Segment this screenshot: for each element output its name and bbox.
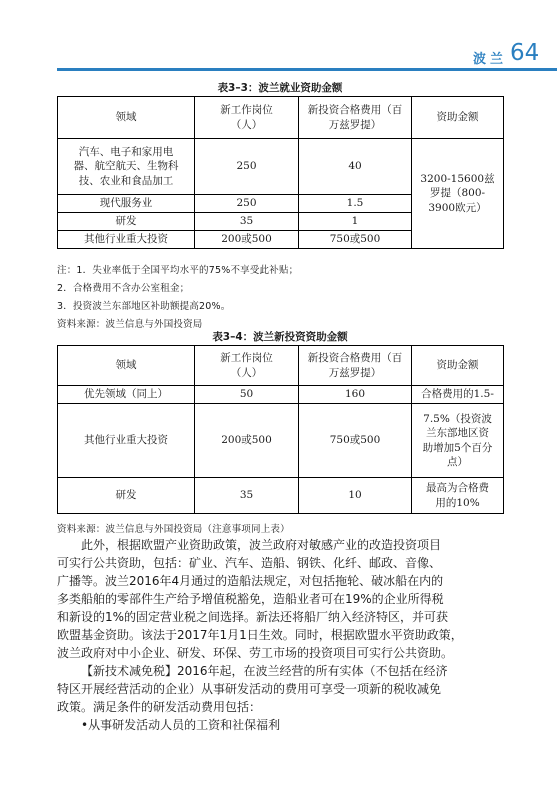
paragraph-line: 特区开展经营活动的企业）从事研发活动的费用可享受一项新的税收减免 bbox=[57, 682, 442, 696]
table-header-row bbox=[58, 346, 504, 386]
page-number: 64 bbox=[510, 40, 540, 66]
header-cell: 新工作岗位 （人） bbox=[195, 346, 299, 386]
table-cell: 汽车、电子和家用电 器、航空航天、生物科 技、农业和食品加工 bbox=[58, 139, 195, 195]
header-rule bbox=[57, 68, 557, 71]
body-paragraph-1 bbox=[57, 536, 503, 662]
table-cell: 200或500 bbox=[195, 404, 299, 478]
table-row bbox=[58, 478, 504, 514]
table-cell: 200或500 bbox=[195, 231, 299, 249]
table2-caption: 表3–4：波兰新投资资助金额 bbox=[212, 331, 348, 343]
header-cell: 领域 bbox=[58, 346, 195, 386]
table-cell: 250 bbox=[195, 139, 299, 195]
table-cell: 35 bbox=[195, 478, 299, 514]
paragraph-line: 可实行公共资助，包括：矿业、汽车、造船、钢铁、化纤、邮政、音像、 bbox=[57, 556, 442, 570]
table-header-row bbox=[58, 97, 504, 139]
header-cell: 资助金额 bbox=[412, 346, 504, 386]
aid-amount-cell: 3200-15600兹 罗提（800- 3900欧元） bbox=[412, 139, 504, 249]
table-cell: 现代服务业 bbox=[58, 195, 195, 213]
table-cell: 250 bbox=[195, 195, 299, 213]
table1 bbox=[57, 96, 504, 249]
table-cell: 研发 bbox=[58, 478, 195, 514]
table2 bbox=[57, 345, 504, 514]
table-cell: 其他行业重大投资 bbox=[58, 231, 195, 249]
table-cell: 160 bbox=[299, 386, 412, 404]
table-cell: 研发 bbox=[58, 213, 195, 231]
paragraph-line: 此外，根据欧盟产业资助政策，波兰政府对敏感产业的改造投资项目 bbox=[81, 538, 442, 552]
header-cell: 新工作岗位 （人） bbox=[195, 97, 299, 139]
paragraph-line: 政策。满足条件的研发活动费用包括： bbox=[57, 700, 262, 714]
table-cell: 其他行业重大投资 bbox=[58, 404, 195, 478]
table-cell: 1.5 bbox=[299, 195, 412, 213]
paragraph-line: 广播等。波兰2016年4月通过的造船法规定，对包括拖轮、破冰船在内的 bbox=[57, 574, 444, 588]
header-cell: 资助金额 bbox=[412, 97, 504, 139]
table-cell: 合格费用的1.5- bbox=[412, 386, 504, 404]
table-cell: 50 bbox=[195, 386, 299, 404]
paragraph-line: 【新技术减免税】2016年起，在波兰经营的所有实体（不包括在经济 bbox=[81, 664, 448, 678]
table-cell: 40 bbox=[299, 139, 412, 195]
table-cell: 10 bbox=[299, 478, 412, 514]
table-row bbox=[58, 404, 504, 478]
header-country: 波兰 bbox=[472, 52, 507, 67]
table-row bbox=[58, 386, 504, 404]
table1-caption: 表3–3：波兰就业资助金额 bbox=[217, 82, 343, 94]
header-cell: 新投资合格费用（百 万兹罗提） bbox=[299, 346, 412, 386]
table-cell: 优先领域（同上） bbox=[58, 386, 195, 404]
table-row bbox=[58, 139, 504, 195]
table1-note-3: 3．投资波兰东部地区补助额提高20%。 bbox=[57, 301, 231, 312]
table1-note-2: 2．合格费用不含办公室租金； bbox=[57, 283, 190, 294]
table-cell: 7.5%（投资波 兰东部地区资 助增加5个百分 点） bbox=[412, 404, 504, 478]
header-cell: 新投资合格费用（百 万兹罗提） bbox=[299, 97, 412, 139]
paragraph-line: 欧盟基金资助。该法于2017年1月1日生效。同时，根据欧盟水平资助政策， bbox=[57, 628, 463, 642]
paragraph-line: 和新设的1%的固定营业税之间选择。新法还将船厂纳入经济特区，并可获 bbox=[57, 610, 449, 624]
table2-source: 资料来源：波兰信息与外国投资局（注意事项同上表） bbox=[57, 524, 290, 535]
table-cell: 1 bbox=[299, 213, 412, 231]
header-cell: 领域 bbox=[58, 97, 195, 139]
table-cell: 750或500 bbox=[299, 231, 412, 249]
paragraph-line: 多类船舶的零部件生产给予增值税豁免，造船业者可在19%的企业所得税 bbox=[57, 592, 444, 606]
table-cell: 750或500 bbox=[299, 404, 412, 478]
bullet-item: •从事研发活动人员的工资和社保福利 bbox=[81, 718, 281, 732]
table-cell: 35 bbox=[195, 213, 299, 231]
paragraph-line: 波兰政府对中小企业、研发、环保、劳工市场的投资项目可实行公共资助。 bbox=[57, 646, 454, 660]
body-paragraph-2 bbox=[57, 662, 503, 734]
table1-note-1: 注：1．失业率低于全国平均水平的75%不享受此补贴； bbox=[57, 265, 299, 276]
table1-source: 资料来源：波兰信息与外国投资局 bbox=[57, 319, 203, 330]
table-cell: 最高为合格费 用的10% bbox=[412, 478, 504, 514]
